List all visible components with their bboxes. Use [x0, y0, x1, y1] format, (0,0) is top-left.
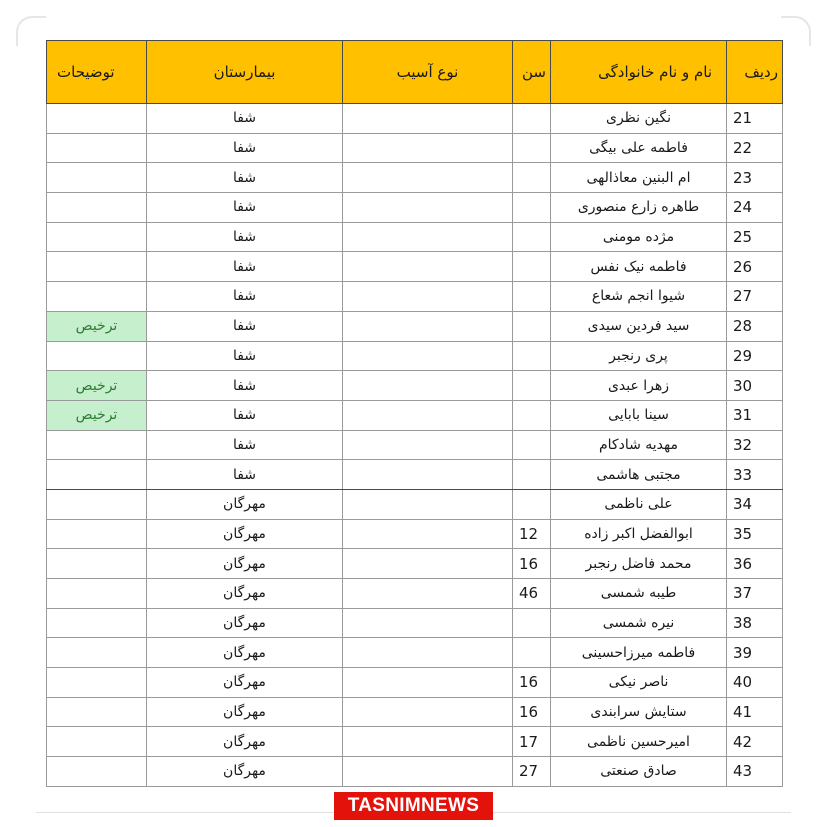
table-row [47, 727, 783, 757]
cell-injury-type [343, 757, 513, 787]
cell-age [513, 371, 551, 401]
cell-notes [47, 104, 147, 134]
cell-hospital: شفا [147, 222, 343, 252]
cell-age [513, 638, 551, 668]
cell-age: 27 [513, 757, 551, 787]
table-row [47, 579, 783, 609]
cell-full-name: نگین نظری [551, 104, 727, 134]
card-corner-top-left [16, 16, 46, 46]
table-row [47, 400, 783, 430]
cell-notes [47, 549, 147, 579]
cell-hospital: مهرگان [147, 668, 343, 698]
cell-row-number: 22 [727, 133, 783, 163]
cell-injury-type [343, 579, 513, 609]
table-row [47, 252, 783, 282]
cell-injury-type [343, 430, 513, 460]
table-row [47, 341, 783, 371]
table-row [47, 222, 783, 252]
cell-age [513, 163, 551, 193]
cell-notes [47, 727, 147, 757]
header-full-name: نام و نام خانوادگی [551, 41, 727, 104]
cell-age [513, 222, 551, 252]
table-row [47, 697, 783, 727]
cell-age [513, 400, 551, 430]
cell-injury-type [343, 460, 513, 490]
cell-injury-type [343, 400, 513, 430]
cell-hospital: شفا [147, 163, 343, 193]
cell-notes [47, 282, 147, 312]
cell-age: 46 [513, 579, 551, 609]
cell-full-name: طیبه شمسی [551, 579, 727, 609]
cell-full-name: ستایش سرابندی [551, 697, 727, 727]
cell-hospital: شفا [147, 133, 343, 163]
cell-row-number: 29 [727, 341, 783, 371]
cell-full-name: صادق صنعتی [551, 757, 727, 787]
cell-hospital: مهرگان [147, 757, 343, 787]
cell-hospital: مهرگان [147, 549, 343, 579]
cell-full-name: مژده مومنی [551, 222, 727, 252]
cell-hospital: شفا [147, 400, 343, 430]
cell-full-name: علی ناظمی [551, 489, 727, 519]
cell-row-number: 33 [727, 460, 783, 490]
cell-notes [47, 608, 147, 638]
table-row [47, 371, 783, 401]
cell-injury-type [343, 311, 513, 341]
cell-age: 16 [513, 668, 551, 698]
cell-row-number: 35 [727, 519, 783, 549]
cell-full-name: فاطمه میرزاحسینی [551, 638, 727, 668]
cell-injury-type [343, 697, 513, 727]
cell-injury-type [343, 727, 513, 757]
cell-hospital: شفا [147, 193, 343, 223]
table-row [47, 460, 783, 490]
cell-row-number: 39 [727, 638, 783, 668]
header-notes: توضیحات [47, 41, 147, 104]
cell-age: 17 [513, 727, 551, 757]
cell-notes: ترخیص [47, 400, 147, 430]
cell-hospital: شفا [147, 460, 343, 490]
cell-injury-type [343, 489, 513, 519]
cell-age [513, 104, 551, 134]
cell-hospital: شفا [147, 371, 343, 401]
cell-injury-type [343, 133, 513, 163]
cell-full-name: شیوا انجم شعاع [551, 282, 727, 312]
cell-hospital: مهرگان [147, 608, 343, 638]
cell-full-name: ناصر نیکی [551, 668, 727, 698]
cell-row-number: 36 [727, 549, 783, 579]
cell-notes [47, 222, 147, 252]
cell-injury-type [343, 282, 513, 312]
cell-full-name: طاهره زارع منصوری [551, 193, 727, 223]
cell-hospital: شفا [147, 252, 343, 282]
cell-injury-type [343, 104, 513, 134]
cell-hospital: مهرگان [147, 579, 343, 609]
cell-notes [47, 757, 147, 787]
cell-notes [47, 133, 147, 163]
cell-injury-type [343, 163, 513, 193]
cell-notes [47, 638, 147, 668]
table-row [47, 489, 783, 519]
cell-full-name: ابوالفضل اکبر زاده [551, 519, 727, 549]
cell-age [513, 282, 551, 312]
cell-notes [47, 193, 147, 223]
cell-hospital: مهرگان [147, 489, 343, 519]
table-row [47, 519, 783, 549]
cell-notes: ترخیص [47, 371, 147, 401]
cell-hospital: شفا [147, 104, 343, 134]
cell-full-name: پری رنجبر [551, 341, 727, 371]
cell-full-name: فاطمه نیک نفس [551, 252, 727, 282]
cell-row-number: 23 [727, 163, 783, 193]
cell-injury-type [343, 222, 513, 252]
cell-row-number: 28 [727, 311, 783, 341]
header-injury-type: نوع آسیب [343, 41, 513, 104]
cell-notes [47, 430, 147, 460]
cell-notes [47, 460, 147, 490]
cell-full-name: نیره شمسی [551, 608, 727, 638]
cell-age [513, 430, 551, 460]
cell-notes [47, 252, 147, 282]
cell-row-number: 41 [727, 697, 783, 727]
cell-row-number: 30 [727, 371, 783, 401]
cell-hospital: مهرگان [147, 727, 343, 757]
header-row-number: ردیف [727, 41, 783, 104]
cell-notes [47, 668, 147, 698]
cell-row-number: 26 [727, 252, 783, 282]
cell-row-number: 34 [727, 489, 783, 519]
cell-injury-type [343, 371, 513, 401]
cell-injury-type [343, 638, 513, 668]
cell-row-number: 21 [727, 104, 783, 134]
cell-age [513, 460, 551, 490]
cell-full-name: مهدیه شادکام [551, 430, 727, 460]
cell-injury-type [343, 549, 513, 579]
table-row [47, 638, 783, 668]
cell-full-name: زهرا عبدی [551, 371, 727, 401]
cell-hospital: مهرگان [147, 697, 343, 727]
card-corner-top-right [781, 16, 811, 46]
header-hospital: بیمارستان [147, 41, 343, 104]
cell-age [513, 133, 551, 163]
cell-full-name: فاطمه علی بیگی [551, 133, 727, 163]
cell-hospital: مهرگان [147, 638, 343, 668]
cell-notes [47, 163, 147, 193]
casualty-table-sheet [46, 40, 782, 787]
cell-row-number: 25 [727, 222, 783, 252]
cell-row-number: 37 [727, 579, 783, 609]
cell-row-number: 43 [727, 757, 783, 787]
cell-age [513, 252, 551, 282]
cell-full-name: سید فردین سیدی [551, 311, 727, 341]
table-row [47, 608, 783, 638]
cell-hospital: مهرگان [147, 519, 343, 549]
cell-notes [47, 519, 147, 549]
cell-full-name: محمد فاضل رنجبر [551, 549, 727, 579]
cell-injury-type [343, 608, 513, 638]
table-row [47, 282, 783, 312]
cell-notes [47, 341, 147, 371]
cell-injury-type [343, 668, 513, 698]
cell-notes [47, 489, 147, 519]
cell-full-name: امیرحسین ناظمی [551, 727, 727, 757]
cell-age: 12 [513, 519, 551, 549]
cell-row-number: 38 [727, 608, 783, 638]
table-header-row [47, 41, 783, 104]
cell-age [513, 608, 551, 638]
header-age: سن [513, 41, 551, 104]
cell-age [513, 193, 551, 223]
table-row [47, 104, 783, 134]
cell-row-number: 27 [727, 282, 783, 312]
table-row [47, 430, 783, 460]
cell-age [513, 311, 551, 341]
cell-full-name: ام البنین معاذالهی [551, 163, 727, 193]
table-row [47, 549, 783, 579]
cell-hospital: شفا [147, 430, 343, 460]
table-row [47, 311, 783, 341]
cell-age [513, 489, 551, 519]
cell-hospital: شفا [147, 311, 343, 341]
table-row [47, 668, 783, 698]
cell-injury-type [343, 341, 513, 371]
table-row [47, 193, 783, 223]
table-row [47, 757, 783, 787]
table-body [47, 104, 783, 787]
cell-hospital: شفا [147, 282, 343, 312]
cell-row-number: 32 [727, 430, 783, 460]
cell-row-number: 24 [727, 193, 783, 223]
cell-age [513, 341, 551, 371]
table-row [47, 163, 783, 193]
cell-injury-type [343, 252, 513, 282]
cell-full-name: مجتبی هاشمی [551, 460, 727, 490]
cell-injury-type [343, 193, 513, 223]
cell-notes [47, 579, 147, 609]
cell-row-number: 40 [727, 668, 783, 698]
cell-full-name: سینا بابایی [551, 400, 727, 430]
cell-notes [47, 697, 147, 727]
table-row [47, 133, 783, 163]
cell-row-number: 31 [727, 400, 783, 430]
casualty-table [46, 40, 783, 787]
cell-row-number: 42 [727, 727, 783, 757]
cell-age: 16 [513, 549, 551, 579]
cell-age: 16 [513, 697, 551, 727]
cell-notes: ترخیص [47, 311, 147, 341]
cell-hospital: شفا [147, 341, 343, 371]
cell-injury-type [343, 519, 513, 549]
brand-logo: TASNIMNEWS [334, 792, 493, 820]
